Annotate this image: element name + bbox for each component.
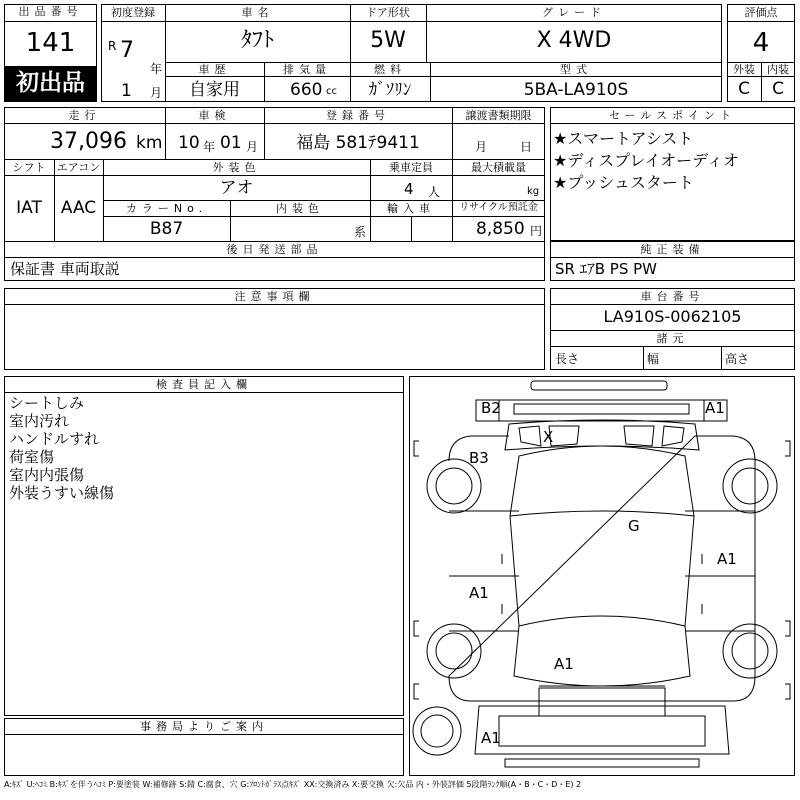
sales-point: ★スマートアシスト (553, 129, 694, 148)
damage-mark-g: G (628, 517, 640, 535)
mileage-unit: km (136, 133, 163, 153)
model-label: 型式 (560, 63, 592, 76)
lot-number: 141 (25, 28, 76, 58)
interior-color-label: 内装色 (276, 202, 324, 215)
score-value: 4 (752, 28, 770, 58)
inspection-year-unit: 年 (203, 140, 216, 154)
door-label: ドア形状 (366, 6, 410, 19)
notes-label: 注意事項欄 (234, 290, 315, 303)
recycle-unit: 円 (530, 224, 543, 238)
damage-mark-x: X (543, 428, 554, 446)
inspector-note: 室内内張傷 (9, 466, 85, 484)
damage-mark-b2: B2 (481, 399, 501, 417)
height-label: 高さ (725, 352, 750, 366)
color-value: アオ (219, 178, 254, 198)
sales-label: セールスポイント (608, 109, 736, 122)
load-label: 最大積載量 (471, 161, 526, 174)
shift-value: IAT (16, 198, 42, 218)
history-label: 車歴 (198, 63, 231, 76)
recycle-value: 8,850 (476, 219, 525, 239)
color-label: 外装色 (212, 161, 261, 174)
inspection-year: 10 (178, 133, 200, 153)
color-no-value: B87 (149, 219, 184, 239)
after-items: 保証書 車両取説 (10, 260, 120, 278)
fuel-value: ｶﾞｿﾘﾝ (368, 80, 412, 100)
sales-point: ★プッシュスタート (553, 173, 694, 192)
fuel-label: 燃料 (374, 63, 406, 76)
capacity-label: 乗車定員 (389, 161, 433, 174)
first-listing-text: 初出品 (16, 70, 85, 96)
capacity-value: 4 (404, 180, 414, 198)
reg-year-label: 初度登録 (111, 6, 155, 19)
year-unit: 年 (150, 62, 163, 76)
history-value: 自家用 (189, 80, 240, 100)
grade-label: グレード (542, 6, 606, 19)
inspector-label: 検査員記入欄 (156, 378, 252, 391)
inspector-note: シートしみ (9, 394, 85, 412)
dims-label: 諸元 (656, 332, 689, 345)
interior-color-unit: 系 (354, 225, 367, 239)
damage-mark-a1: A1 (717, 550, 737, 568)
width-label: 幅 (647, 352, 660, 366)
mileage-value: 37,096 (50, 129, 127, 154)
mileage-label: 走行 (68, 109, 101, 122)
ac-label: エアコン (56, 161, 101, 174)
damage-mark-a1: A1 (705, 399, 725, 417)
score-label: 評価点 (744, 6, 778, 19)
ac-value: AAC (60, 198, 97, 218)
inspector-note: 室内汚れ (9, 412, 70, 430)
displacement-unit: cc (326, 86, 337, 97)
recycle-label: リサイクル預託金 (459, 202, 538, 213)
sales-point: ★ディスプレイオーディオ (553, 151, 739, 170)
transfer-month-unit: 月 (475, 140, 488, 154)
chassis-label: 車台番号 (640, 290, 705, 303)
capacity-unit: 人 (428, 185, 441, 199)
damage-mark-b3: B3 (469, 449, 489, 467)
inspection-label: 車検 (198, 109, 231, 122)
office-label: 事務局よりご案内 (140, 720, 268, 733)
model-value: 5BA-LA910S (523, 80, 629, 100)
displacement-value: 660 (290, 80, 323, 100)
interior-label: 内装 (767, 63, 789, 76)
legend: A:ｷｽﾞ U:ﾍｺﾐ B:ｷｽﾞを伴うﾍｺﾐ P:要塗装 W:補修跡 S:錆 C:腐食、穴 G:ﾌﾛﾝﾄｶﾞﾗｽ点ｷｽﾞ XX:交換済み X:要交換 欠:欠品 内・外装評価 5段階ﾗﾝｸ順(A・B・C・D・E) 2 (4, 780, 582, 789)
inspection-month-unit: 月 (246, 140, 259, 154)
inspector-note: 荷室傷 (9, 448, 55, 466)
car-name-label: 車名 (241, 6, 274, 19)
car-damage-diagram (409, 376, 795, 776)
transfer-label: 譲渡書類期限 (465, 109, 532, 122)
equipment-label: 純正装備 (640, 243, 705, 256)
reg-year: 7 (120, 38, 134, 63)
damage-mark-a1: A1 (469, 584, 489, 602)
inspection-month: 01 (220, 133, 242, 153)
chassis-value: LA910S-0062105 (603, 307, 742, 326)
after-label: 後日発送部品 (226, 243, 323, 256)
door-value: 5W (370, 28, 406, 53)
grade-value: X 4WD (536, 28, 612, 53)
exterior-grade: C (738, 79, 750, 99)
plate-label: 登録番号 (326, 109, 390, 122)
reg-era: R (108, 39, 117, 53)
car-name: ﾀﾌﾄ (240, 28, 274, 53)
load-unit: kg (527, 186, 540, 197)
shift-label: シフト (12, 161, 46, 174)
length-label: 長さ (555, 352, 580, 366)
inspector-note: 外装うすい線傷 (9, 484, 115, 502)
exterior-label: 外装 (733, 63, 755, 76)
displacement-label: 排気量 (283, 63, 331, 76)
inspector-note: ハンドルすれ (9, 430, 100, 448)
reg-month: 1 (121, 81, 132, 101)
transfer-day-unit: 日 (520, 140, 533, 154)
interior-grade: C (772, 79, 784, 99)
import-label: 輸入車 (387, 202, 435, 215)
color-no-label: カラーNo. (125, 202, 208, 215)
damage-mark-a1: A1 (481, 729, 501, 747)
equipment-value: SR ｴｱB PS PW (555, 260, 657, 278)
plate-value: 福島 581ﾃ9411 (296, 133, 420, 153)
month-unit: 月 (150, 86, 163, 100)
damage-mark-a1: A1 (554, 655, 574, 673)
lot-label: 出品番号 (18, 5, 83, 18)
